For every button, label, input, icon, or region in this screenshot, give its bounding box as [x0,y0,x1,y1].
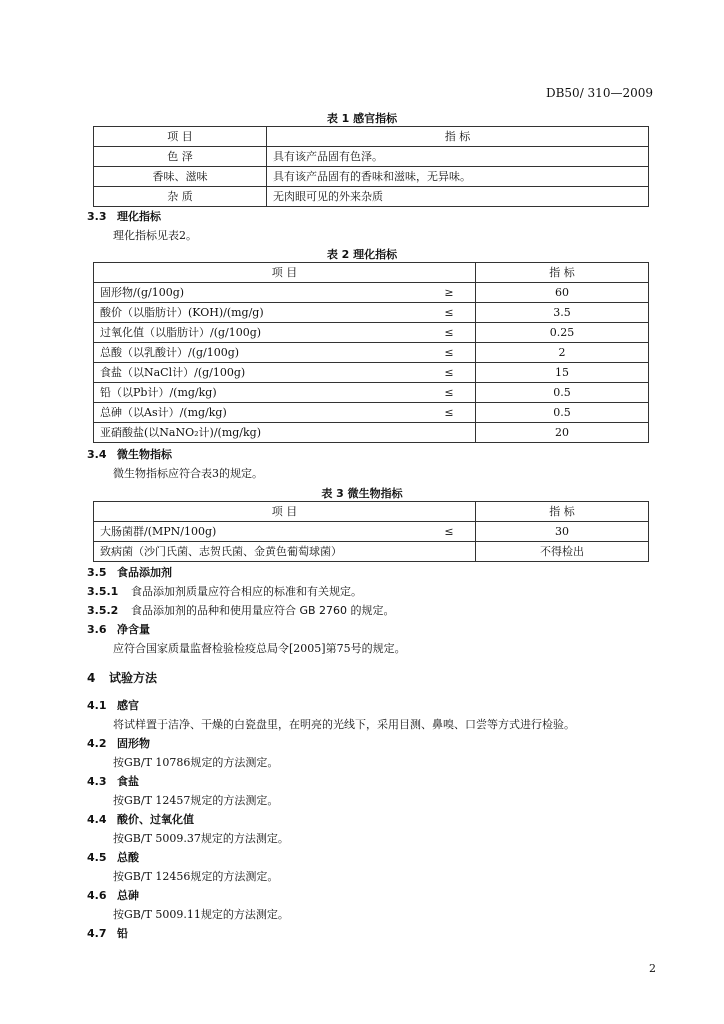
table-cell: 固形物/(g/100g) [94,283,424,303]
table-cell: ≤ [423,343,476,363]
table-row [94,363,649,383]
chapter-heading: 4 试验方法 [87,671,158,685]
table-cell: 色 泽 [94,147,267,167]
table-cell: 亚硝酸盐(以NaNO₂计)/(mg/kg) [94,423,424,443]
paragraph: 微生物指标应符合表3的规定。 [113,467,263,480]
table-header-cell: 项 目 [94,263,476,283]
table1-caption: 表 1 感官指标 [326,112,398,125]
paragraph: 按GB/T 12457规定的方法测定。 [113,794,279,807]
section-heading: 4.6 总砷 [87,889,139,902]
table3-caption: 表 3 微生物指标 [321,487,403,500]
table-row [94,187,649,207]
table-cell: 大肠菌群/(MPN/100g) [94,522,424,542]
table-cell: 总酸（以乳酸计）/(g/100g) [94,343,424,363]
page-number: 2 [649,962,656,975]
clause: 3.5.2 食品添加剂的品种和使用量应符合 GB 2760 的规定。 [87,604,395,617]
table-row [94,423,649,443]
table-cell: 食盐（以NaCl计）/(g/100g) [94,363,424,383]
table1 [93,126,649,207]
table-cell: ≤ [423,323,476,343]
section-heading: 3.5 食品添加剂 [87,566,172,579]
table-cell: ≥ [423,283,476,303]
table-row [94,383,649,403]
table-header-row [94,263,649,283]
paragraph: 按GB/T 12456规定的方法测定。 [113,870,279,883]
table-header-cell: 项 目 [94,502,476,522]
table-cell: ≤ [423,383,476,403]
section-heading: 3.6 净含量 [87,623,150,636]
clause: 3.5.1 食品添加剂质量应符合相应的标准和有关规定。 [87,585,362,598]
section-heading: 4.5 总酸 [87,851,139,864]
table-cell: 2 [476,343,649,363]
table-row [94,283,649,303]
table-cell: 具有该产品固有的香味和滋味，无异味。 [267,167,649,187]
table-cell: 总砷（以As计）/(mg/kg) [94,403,424,423]
table-cell [423,542,476,562]
table-cell: 杂 质 [94,187,267,207]
section-heading: 4.7 铅 [87,927,128,940]
section-heading: 4.3 食盐 [87,775,139,788]
document-code: DB50/ 310—2009 [545,86,653,100]
paragraph: 理化指标见表2。 [113,229,197,242]
table-cell: 20 [476,423,649,443]
table-cell: ≤ [423,403,476,423]
section-heading: 3.3 理化指标 [87,210,161,223]
table-header-cell: 项 目 [94,127,267,147]
paragraph: 按GB/T 10786规定的方法测定。 [113,756,279,769]
table-cell: 酸价（以脂肪计）(KOH)/(mg/g) [94,303,424,323]
table2 [93,262,649,443]
table-row [94,403,649,423]
table-cell: 15 [476,363,649,383]
table-row [94,542,649,562]
table-row [94,147,649,167]
table-row [94,343,649,363]
table-cell: 0.5 [476,403,649,423]
table-cell: ≤ [423,303,476,323]
table-cell [423,423,476,443]
table-cell: 致病菌（沙门氏菌、志贺氏菌、金黄色葡萄球菌） [94,542,424,562]
table-cell: 具有该产品固有色泽。 [267,147,649,167]
paragraph: 将试样置于洁净、干燥的白瓷盘里，在明亮的光线下，采用目测、鼻嗅、口尝等方式进行检验。 [113,718,575,731]
table-row [94,522,649,542]
table-row [94,167,649,187]
table-cell: 3.5 [476,303,649,323]
table-cell: 不得检出 [476,542,649,562]
paragraph: 按GB/T 5009.11规定的方法测定。 [113,908,289,921]
table-cell: 无肉眼可见的外来杂质 [267,187,649,207]
table-cell: 香味、滋味 [94,167,267,187]
table-cell: 0.5 [476,383,649,403]
table-row [94,303,649,323]
table-cell: ≤ [423,363,476,383]
section-heading: 3.4 微生物指标 [87,448,172,461]
paragraph: 应符合国家质量监督检验检疫总局令[2005]第75号的规定。 [113,642,406,655]
table-cell: ≤ [423,522,476,542]
table-cell: 铅（以Pb计）/(mg/kg) [94,383,424,403]
table-header-row [94,127,649,147]
table-header-row [94,502,649,522]
section-heading: 4.2 固形物 [87,737,150,750]
table-header-cell: 指 标 [476,263,649,283]
table-cell: 0.25 [476,323,649,343]
table2-caption: 表 2 理化指标 [326,248,398,261]
table3 [93,501,649,562]
section-heading: 4.4 酸价、过氧化值 [87,813,194,826]
table-row [94,323,649,343]
table-cell: 30 [476,522,649,542]
paragraph: 按GB/T 5009.37规定的方法测定。 [113,832,289,845]
table-cell: 60 [476,283,649,303]
table-cell: 过氧化值（以脂肪计）/(g/100g) [94,323,424,343]
section-heading: 4.1 感官 [87,699,139,712]
table-header-cell: 指 标 [476,502,649,522]
table-header-cell: 指 标 [267,127,649,147]
